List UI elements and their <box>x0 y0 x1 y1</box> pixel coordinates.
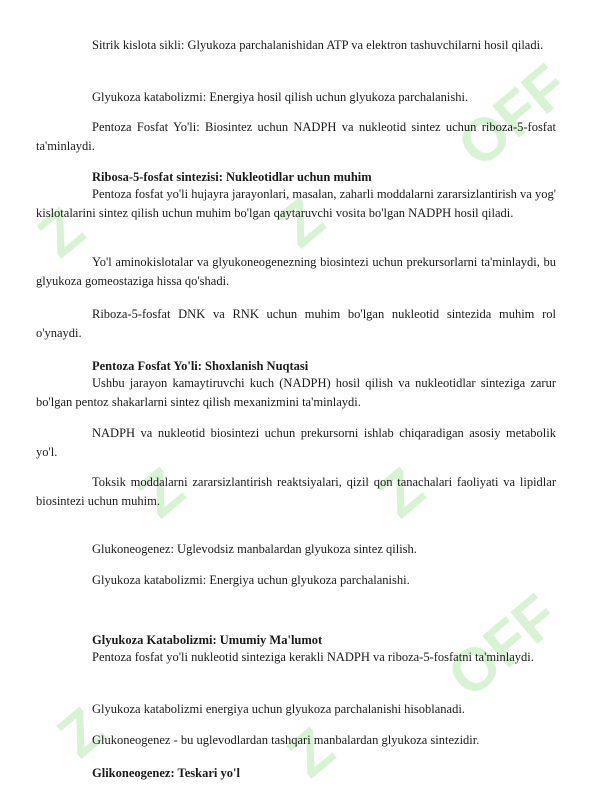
paragraph-katabolizm: Glyukoza katabolizmi: Energiya hosil qilish uchun glyukoza parchalanishi. <box>92 90 469 104</box>
paragraph-toksik: Toksik moddalarni zararsizlantirish reaktsiyalari, qizil qon tanachalari faoliyati va lipidlar biosintezi uchun muhim. <box>36 475 556 508</box>
paragraph-riboza: Riboza-5-fosfat DNK va RNK uchun muhim bo'lgan nukleotid sintezida muhim rol o'ynaydi. <box>36 307 556 340</box>
watermark-text-5: Z <box>365 455 437 530</box>
watermark-text-1: Z <box>25 195 97 270</box>
watermark-text-6: Z <box>45 695 117 770</box>
paragraph-jarayon: Ushbu jarayon kamaytiruvchi kuch (NADPH) hosil qilish va nukleotidlar sinteziga zarur bo'lgan pentoz shakarlarni sintez qilish mexanizmini ta'minlaydi. <box>36 376 556 409</box>
paragraph-pentoza: Pentoza Fosfat Yo'li: Biosintez uchun NADPH va nukleotid sintez uchun riboza-5-fosfat ta'minlaydi. <box>36 120 556 153</box>
heading-glikoneogenez: Glikoneogenez: Teskari yo'l <box>92 766 240 780</box>
watermark-text-3: OFF <box>445 51 581 180</box>
paragraph-sitrik: Sitrik kislota sikli: Glyukoza parchalanishidan ATP va elektron tashuvchilarni hosil qiladi. <box>92 38 544 52</box>
paragraph-prekursor: NADPH va nukleotid biosintezi uchun prekursorni ishlab chiqaradigan asosiy metabolik yo'l. <box>36 426 556 459</box>
paragraph-katabolizm-3: Glyukoza katabolizmi energiya uchun glyukoza parchalanishi hisoblanadi. <box>92 702 465 716</box>
watermark-text-2: Z <box>265 185 337 260</box>
paragraph-glukoneogenez-2: Glukoneogenez - bu uglevodlardan tashqari manbalardan glyukoza sintezidir. <box>92 733 480 747</box>
heading-umumiy: Glyukoza Katabolizmi: Umumiy Ma'lumot <box>92 633 323 647</box>
paragraph-pentoza-2: Pentoza fosfat yo'li nukleotid sinteziga kerakli NADPH va riboza-5-fosfatni ta'minlaydi. <box>92 650 534 664</box>
watermark-text-8: OFF <box>435 581 571 710</box>
watermark-text-4: Z <box>125 455 197 530</box>
watermark-text-7: Z <box>275 715 347 790</box>
paragraph-aminokislotalar: Yo'l aminokislotalar va glyukoneogenezning biosintezi uchun prekursorlarni ta'minlaydi, bu glyukoza gomeostaziga hissa qo'shadi. <box>36 255 556 288</box>
paragraph-nadph: Pentoza fosfat yo'li hujayra jarayonlari, masalan, zaharli moddalarni zararsizlantirish va yog' kislotalarini sintez qilish uchun muhim bo'lgan qaytaruvchi vosita bo'lgan NADPH hosil qiladi. <box>36 187 556 220</box>
heading-shoxlanish: Pentoza Fosfat Yo'li: Shoxlanish Nuqtasi <box>92 359 309 373</box>
heading-ribosa: Ribosa-5-fosfat sintezisi: Nukleotidlar uchun muhim <box>92 170 372 184</box>
paragraph-glukoneogenez: Glukoneogenez: Uglevodsiz manbalardan glyukoza sintez qilish. <box>92 542 417 556</box>
paragraph-katabolizm-2: Glyukoza katabolizmi: Energiya uchun glyukoza parchalanishi. <box>92 573 410 587</box>
